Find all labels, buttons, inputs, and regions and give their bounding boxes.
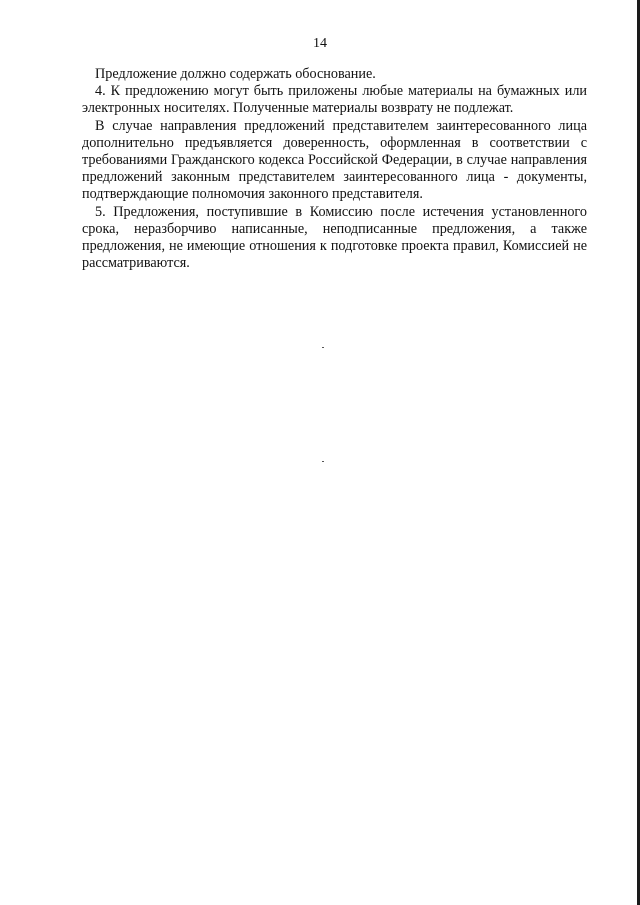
page-number: 14 bbox=[313, 36, 327, 51]
document-body bbox=[82, 66, 587, 272]
scan-speck bbox=[322, 461, 324, 462]
paragraph-representative-power-of-attorney: В случае направления предложений представителем заинтересованного лица дополнительно предъявляется доверенность, оформленная в соответствии с требованиями Гражданского кодекса Российской Федерации, в случае направления предложений законным представителем заинтересованного лица - документы, подтверждающие полномочия законного представителя. bbox=[82, 117, 587, 203]
paragraph-justification-required: Предложение должно содержать обоснование. bbox=[95, 66, 376, 82]
scan-speck bbox=[322, 347, 324, 348]
paragraph-attachments: 4. К предложению могут быть приложены любые материалы на бумажных или электронных носителях. Полученные материалы возврату не подлежат. bbox=[82, 83, 587, 117]
paragraph-rejected-proposals: 5. Предложения, поступившие в Комиссию после истечения установленного срока, неразборчиво написанные, неподписанные предложения, а также предложения, не имеющие отношения к подготовке проекта правил, Комиссией не рассматриваются. bbox=[82, 203, 587, 272]
